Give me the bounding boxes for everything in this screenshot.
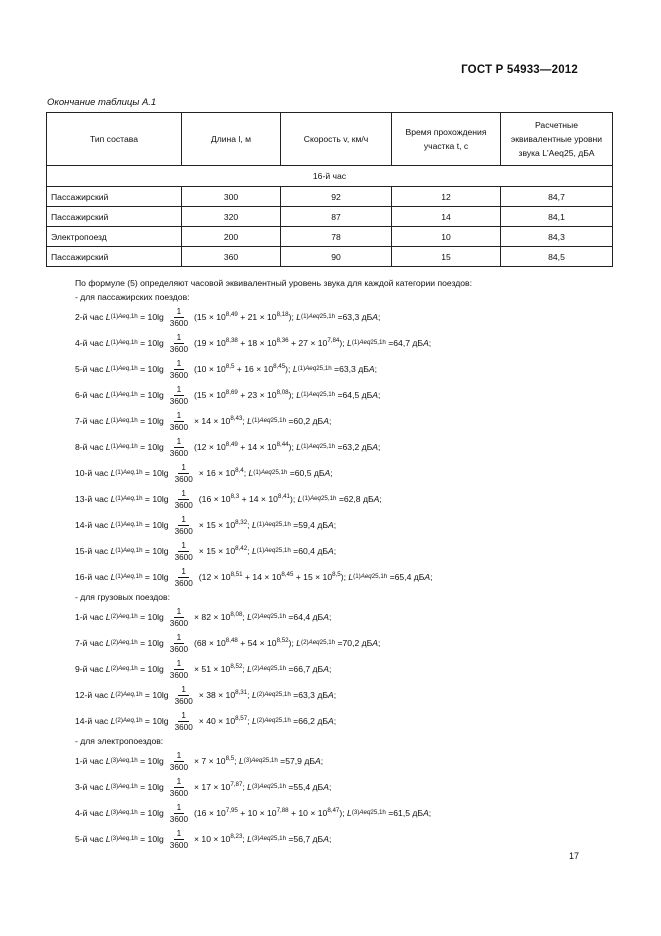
formula-expression: × $14 \times 10^{8,43}$	[194, 415, 243, 426]
section-title: - для пассажирских поездов:	[75, 292, 190, 302]
formula-expression: $(15 \times 10^{8,69} + 23 \times 10^{8,08})$	[194, 389, 292, 400]
formula-expression: × $38 \times 10^{8,31}$	[198, 689, 248, 700]
table-row	[47, 187, 613, 207]
hour-label: 6-й час	[75, 390, 104, 400]
hour-label: 2-й час	[75, 312, 104, 322]
hour-label: 10-й час	[75, 468, 109, 478]
hour-label: 14-й час	[75, 716, 109, 726]
fraction: $\frac{1}{3600}$	[174, 514, 193, 536]
fraction: 1 3600	[169, 436, 189, 458]
formula-result: 56,7	[293, 834, 311, 844]
formula-result: 66,2	[298, 716, 315, 726]
fraction: $\frac{1}{3600}$	[169, 658, 189, 680]
hour-label: 15-й час	[75, 546, 109, 556]
formula-expression: × $16 \times 10^{8,4}$	[198, 467, 244, 478]
section-title: - для электропоездов:	[75, 736, 164, 746]
formula-expression: $(10 \times 10^{8,5} + 16 \times 10^{8,45})$	[194, 363, 289, 374]
hour-label: 1-й час	[75, 612, 104, 622]
fraction: 1 3600	[174, 566, 193, 588]
table-cell: Пассажирский	[47, 247, 182, 267]
formula-line: 7-й час L (2) Aeq,1h = 10lg 1 3600 $(68 \times 10^{8,48} + 54 \times 10^{8,52})$ ; L (2) Aeq25,1h = 70,2 дБ А ;	[75, 632, 381, 654]
fraction: 1 3600	[169, 332, 189, 354]
table-cell: 90	[281, 247, 392, 267]
formula-result: 59,4	[298, 520, 315, 530]
table-row	[47, 207, 613, 227]
formula-line: 5-й час L (3) Aeq,1h = 10lg $\frac{1}{3600}$ × $10 \times 10^{8,23}$ ; L (3) Aeq25,1h = 56,7 дБ А ;	[75, 828, 332, 850]
formula-result: 63,3	[342, 312, 360, 322]
formula-expression: × $15 \times 10^{8,32}$	[198, 519, 248, 530]
fraction: $\frac{1}{3600}$	[174, 684, 193, 706]
table-cell: Пассажирский	[47, 187, 182, 207]
formula-expression: $(12 \times 10^{8,51} + 14 \times 10^{8,45} + 15 \times 10^{8,5})$	[198, 571, 344, 582]
formula-line: 4-й час L (3) Aeq,1h = 10lg 1 3600 $(16 \times 10^{7,95} + 10 \times 10^{7,88} + 10 \times 10^{8,47})$ ; L (3) Aeq25,1h = 61,5 дБ А ;	[75, 802, 432, 824]
formula-line: 2-й час L (1) Aeq,1h = 10lg 1 3600 $(15 \times 10^{8,49} + 21 \times 10^{8,18})$ ; L (1) Aeq25,1h = 63,3 дБ А ;	[75, 306, 381, 328]
formula-line: 14-й час L (1) Aeq,1h = 10lg $\frac{1}{3600}$ × $15 \times 10^{8,32}$ ; L (1) Aeq25,1h = 59,4 дБ А ;	[75, 514, 337, 536]
hour-label: 4-й час	[75, 338, 104, 348]
hour-label: 7-й час	[75, 638, 104, 648]
table-cell: 87	[281, 207, 392, 227]
formula-result: 60,4	[298, 546, 315, 556]
formula-expression: × $7 \times 10^{8,5}$	[194, 755, 235, 766]
fraction: 1 3600	[169, 802, 189, 824]
fraction: $\frac{1}{3600}$	[174, 462, 193, 484]
table-cell: 84,7	[501, 187, 613, 207]
hour-label: 13-й час	[75, 494, 109, 504]
formula-result: 60,5	[294, 468, 312, 478]
group-label: 16-й час	[47, 166, 613, 187]
formula-result: 63,2	[342, 442, 360, 452]
table-row	[47, 227, 613, 247]
formula-line: 1-й час L (3) Aeq,1h = 10lg $\frac{1}{3600}$ × $7 \times 10^{8,5}$ ; L (3) Aeq25,1h = 57,9 дБ А ;	[75, 750, 324, 772]
formula-line: 15-й час L (1) Aeq,1h = 10lg $\frac{1}{3600}$ × $15 \times 10^{8,42}$ ; L (1) Aeq25,1h = 60,4 дБ А ;	[75, 540, 337, 562]
formula-result: 65,4	[394, 572, 412, 582]
hour-label: 9-й час	[75, 664, 104, 674]
formula-result: 61,5	[393, 808, 411, 818]
formula-result: 70,2	[342, 638, 360, 648]
hour-label: 4-й час	[75, 808, 104, 818]
formula-result: 63,3	[339, 364, 356, 374]
formula-line: 9-й час L (2) Aeq,1h = 10lg $\frac{1}{3600}$ × $51 \times 10^{8,52}$ ; L (2) Aeq25,1h = 66,7 дБ А ;	[75, 658, 332, 680]
fraction: $\frac{1}{3600}$	[174, 710, 193, 732]
hour-label: 7-й час	[75, 416, 104, 426]
table-cell: Пассажирский	[47, 207, 182, 227]
formula-line: 10-й час L (1) Aeq,1h = 10lg $\frac{1}{3600}$ × $16 \times 10^{8,4}$ ; L (1) Aeq25,1h = 60,5 дБ А ;	[75, 462, 333, 484]
col-header-speed: Скорость v, км/ч	[281, 113, 392, 166]
document-header: ГОСТ Р 54933—2012	[461, 64, 578, 76]
formula-expression: × $82 \times 10^{8,08}$	[194, 611, 243, 622]
formula-expression: × $17 \times 10^{7,87}$	[194, 781, 243, 792]
formula-line: 7-й час L (1) Aeq,1h = 10lg $\frac{1}{3600}$ × $14 \times 10^{8,43}$ ; L (1) Aeq25,1h = 60,2 дБ А ;	[75, 410, 332, 432]
formula-result: 55,4	[293, 782, 311, 792]
formula-expression: $(19 \times 10^{8,38} + 18 \times 10^{8,36} + 27 \times 10^{7,84})$	[194, 337, 343, 348]
fraction: $\frac{1}{3600}$	[169, 750, 189, 772]
section-title: - для грузовых поездов:	[75, 592, 171, 602]
table-cell: 10	[392, 227, 501, 247]
fraction: $\frac{1}{3600}$	[169, 606, 189, 628]
formula-expression: $(12 \times 10^{8,49} + 14 \times 10^{8,44})$	[194, 441, 292, 452]
fraction: 1 3600	[174, 488, 193, 510]
hour-label: 5-й час	[75, 834, 104, 844]
formula-line: 5-й час L (1) Aeq,1h = 10lg 1 3600 $(10 \times 10^{8,5} + 16 \times 10^{8,45})$ ; L (1) Aeq25,1h = 63,3 дБ А ;	[75, 358, 377, 380]
table-cell: 78	[281, 227, 392, 247]
formula-expression: $(68 \times 10^{8,48} + 54 \times 10^{8,52})$	[194, 637, 292, 648]
table-cell: 320	[182, 207, 281, 227]
formula-line: 12-й час L (2) Aeq,1h = 10lg $\frac{1}{3600}$ × $38 \times 10^{8,31}$ ; L (2) Aeq25,1h = 63,3 дБ А ;	[75, 684, 337, 706]
formula-expression: × $40 \times 10^{8,57}$	[198, 715, 248, 726]
formula-result: 57,9	[285, 756, 302, 766]
fraction: $\frac{1}{3600}$	[169, 828, 189, 850]
hour-label: 5-й час	[75, 364, 104, 374]
fraction: 1 3600	[169, 358, 189, 380]
hour-label: 14-й час	[75, 520, 109, 530]
formula-expression: $(15 \times 10^{8,49} + 21 \times 10^{8,18})$	[194, 311, 292, 322]
table-cell: 300	[182, 187, 281, 207]
col-header-type: Тип состава	[47, 113, 182, 166]
table-caption: Окончание таблицы А.1	[47, 97, 157, 108]
fraction: 1 3600	[169, 306, 189, 328]
col-header-level: Расчетные эквивалентные уровни звука L'Aeq25, дБА	[501, 113, 613, 166]
table-cell: 14	[392, 207, 501, 227]
table-cell: 84,1	[501, 207, 613, 227]
fraction: 1 3600	[169, 384, 189, 406]
col-header-length: Длина l, м	[182, 113, 281, 166]
hour-label: 8-й час	[75, 442, 104, 452]
formula-expression: $(16 \times 10^{7,95} + 10 \times 10^{7,88} + 10 \times 10^{8,47})$	[194, 807, 343, 818]
formula-expression: × $10 \times 10^{8,23}$	[194, 833, 243, 844]
formula-line: 6-й час L (1) Aeq,1h = 10lg 1 3600 $(15 \times 10^{8,69} + 23 \times 10^{8,08})$ ; L (1) Aeq25,1h = 64,5 дБ А ;	[75, 384, 381, 406]
intro-text: По формуле (5) определяют часовой эквивалентный уровень звука для каждой категории поездов:	[75, 278, 472, 288]
table-cell: 200	[182, 227, 281, 247]
table-header-row	[47, 113, 613, 166]
formula-result: 66,7	[293, 664, 311, 674]
table-row	[47, 247, 613, 267]
table-cell: 360	[182, 247, 281, 267]
formula-line: 14-й час L (2) Aeq,1h = 10lg $\frac{1}{3600}$ × $40 \times 10^{8,57}$ ; L (2) Aeq25,1h = 66,2 дБ А ;	[75, 710, 337, 732]
table-group-row	[47, 166, 613, 187]
hour-label: 16-й час	[75, 572, 109, 582]
table-cell: 84,5	[501, 247, 613, 267]
fraction: 1 3600	[169, 632, 189, 654]
page-number: 17	[568, 851, 579, 861]
formula-line: 1-й час L (2) Aeq,1h = 10lg $\frac{1}{3600}$ × $82 \times 10^{8,08}$ ; L (2) Aeq25,1h = 64,4 дБ А ;	[75, 606, 332, 628]
formula-result: 64,4	[293, 612, 311, 622]
formula-line: 4-й час L (1) Aeq,1h = 10lg 1 3600 $(19 \times 10^{8,38} + 18 \times 10^{8,36} + 27 \times 10^{7,84})$ ; L (1) Aeq25,1h = 64,7 дБ А ;	[75, 332, 432, 354]
col-header-time: Время прохождения участка t, с	[392, 113, 501, 166]
formula-line: 16-й час L (1) Aeq,1h = 10lg 1 3600 $(12 \times 10^{8,51} + 14 \times 10^{8,45} + 15 \times 10^{8,5})$ ; L (1) Aeq25,1h = 65,4 дБ А ;	[75, 566, 433, 588]
fraction: $\frac{1}{3600}$	[169, 776, 189, 798]
formula-line: 13-й час L (1) Aeq,1h = 10lg 1 3600 $(16 \times 10^{8,3} + 14 \times 10^{8,41})$ ; L (1) Aeq25,1h = 62,8 дБ А ;	[75, 488, 382, 510]
hour-label: 1-й час	[75, 756, 104, 766]
formula-result: 64,7	[393, 338, 411, 348]
fraction: $\frac{1}{3600}$	[174, 540, 193, 562]
hour-label: 12-й час	[75, 690, 109, 700]
formula-block	[75, 276, 615, 852]
fraction: $\frac{1}{3600}$	[169, 410, 189, 432]
hour-label: 3-й час	[75, 782, 104, 792]
formula-line: 3-й час L (3) Aeq,1h = 10lg $\frac{1}{3600}$ × $17 \times 10^{7,87}$ ; L (3) Aeq25,1h = 55,4 дБ А ;	[75, 776, 332, 798]
formula-expression: × $51 \times 10^{8,52}$	[194, 663, 243, 674]
data-table	[46, 112, 613, 267]
formula-result: 60,2	[293, 416, 311, 426]
formula-result: 62,8	[343, 494, 361, 504]
table-cell: 12	[392, 187, 501, 207]
formula-result: 64,5	[342, 390, 360, 400]
formula-result: 63,3	[298, 690, 315, 700]
table-cell: 15	[392, 247, 501, 267]
formula-expression: × $15 \times 10^{8,42}$	[198, 545, 248, 556]
table-cell: 84,3	[501, 227, 613, 247]
table-cell: Электропоезд	[47, 227, 182, 247]
table-cell: 92	[281, 187, 392, 207]
formula-line: 8-й час L (1) Aeq,1h = 10lg 1 3600 $(12 \times 10^{8,49} + 14 \times 10^{8,44})$ ; L (1) Aeq25,1h = 63,2 дБ А ;	[75, 436, 381, 458]
formula-expression: $(16 \times 10^{8,3} + 14 \times 10^{8,41})$	[198, 493, 293, 504]
